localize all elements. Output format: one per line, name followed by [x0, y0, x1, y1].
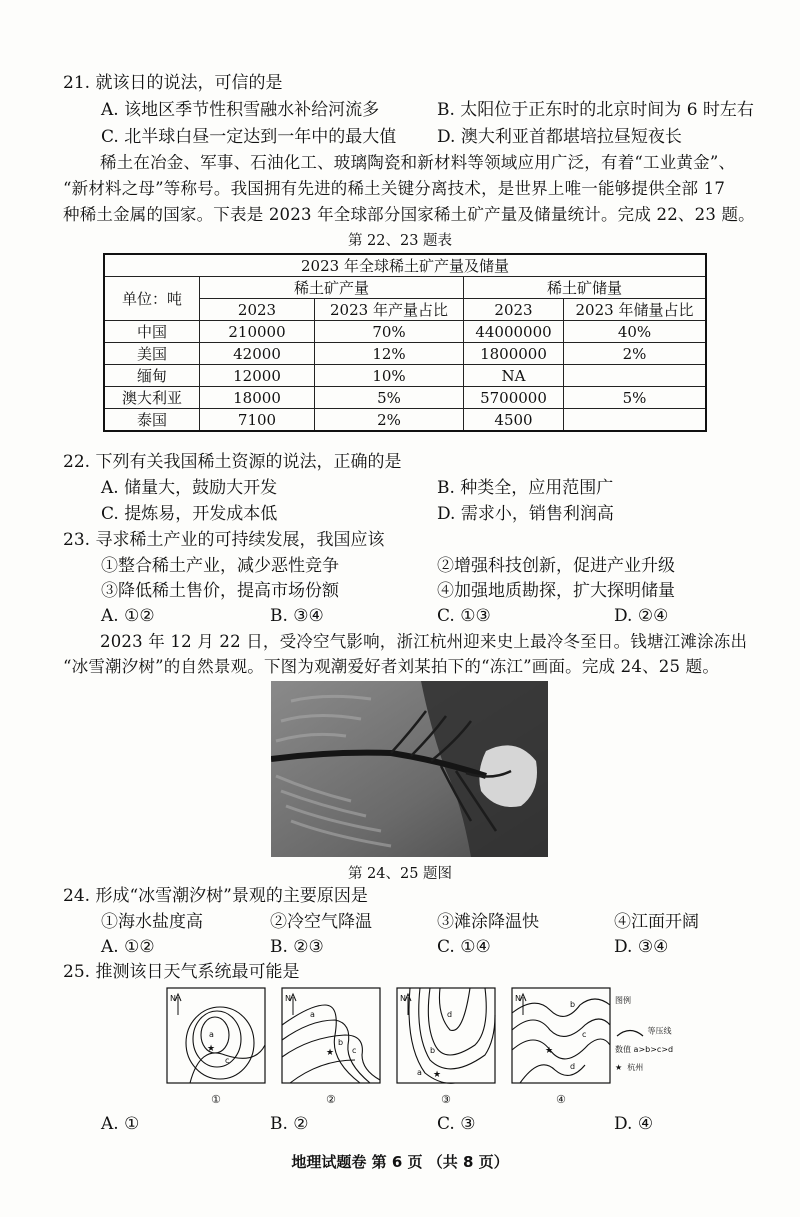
intro1-line3: 种稀土金属的国家。下表是 2023 年全球部分国家稀土矿产量及储量统计。完成 22、23 题。: [63, 205, 755, 224]
cell-res: 44000000: [464, 321, 564, 343]
contour-label-c: c: [582, 1030, 587, 1039]
table-caption: 第 22、23 题表: [347, 233, 453, 249]
table-row: [104, 365, 706, 387]
rare-earth-table: [103, 253, 707, 432]
q23-statement-2: ②增强科技创新，促进产业升级: [437, 556, 675, 576]
q22-option-a: A. 储量大，鼓励大开发: [101, 478, 278, 498]
q24-option-d: D. ③④: [614, 937, 669, 957]
north-arrow-label: N: [400, 994, 406, 1003]
isobar-legend-icon: [615, 1025, 645, 1037]
cell-res: 1800000: [464, 343, 564, 365]
legend-star-icon: ★: [615, 1062, 623, 1072]
table-group-production: 稀土矿产量: [200, 277, 464, 299]
q23-statement-1: ①整合稀土产业，减少恶性竞争: [101, 556, 339, 576]
cell-res: NA: [464, 365, 564, 387]
q23-statement-3: ③降低稀土售价，提高市场份额: [101, 581, 339, 601]
q21-option-a: A. 该地区季节性积雪融水补给河流多: [101, 100, 380, 120]
q25-stem: 25. 推测该日天气系统最可能是: [63, 962, 300, 982]
q23-statement-4: ④加强地质勘探，扩大探明储量: [437, 581, 675, 601]
cell-country: 缅甸: [104, 365, 200, 387]
page-footer: 地理试题卷 第 6 页 （共 8 页）: [291, 1153, 509, 1171]
contour-label-b: b: [338, 1038, 344, 1047]
photo-caption: 第 24、25 题图: [347, 866, 453, 882]
table-row: [104, 387, 706, 409]
cell-res: 5700000: [464, 387, 564, 409]
cell-country: 美国: [104, 343, 200, 365]
table-col-prod: 2023: [200, 299, 315, 321]
legend-city: 杭州: [627, 1062, 644, 1072]
q23-option-a: A. ①②: [101, 606, 155, 626]
cell-prod-pct: 12%: [315, 343, 464, 365]
cell-res: 4500: [464, 409, 564, 432]
contour-label-b: b: [430, 1046, 436, 1055]
q22-option-d: D. 需求小，销售利润高: [437, 504, 614, 524]
q23-option-d: D. ②④: [614, 606, 669, 626]
contour-label-a: a: [417, 1068, 422, 1077]
hangzhou-star-icon: ★: [326, 1048, 335, 1058]
table-title: 2023 年全球稀土矿产量及储量: [104, 254, 706, 277]
diagram-legend: [615, 995, 631, 1005]
cell-res-pct: [564, 409, 707, 432]
cell-res-pct: 5%: [564, 387, 707, 409]
cell-res-pct: 40%: [564, 321, 707, 343]
cell-prod-pct: 10%: [315, 365, 464, 387]
q24-statement-4: ④江面开阔: [614, 912, 699, 932]
cell-country: 泰国: [104, 409, 200, 432]
north-arrow-label: N: [285, 994, 291, 1003]
q21-stem: 21. 就该日的说法，可信的是: [63, 73, 283, 93]
legend-title: 图例: [615, 996, 631, 1005]
contour-label-c: c: [352, 1046, 357, 1055]
cell-prod: 12000: [200, 365, 315, 387]
contour-label-a: a: [209, 1030, 214, 1039]
table-group-reserves: 稀土矿储量: [464, 277, 707, 299]
contour-label-d: d: [447, 1010, 453, 1019]
table-row: [104, 409, 706, 432]
q24-statement-2: ②冷空气降温: [270, 912, 372, 932]
isobar-diagrams: [165, 985, 650, 1110]
legend-isobar: 等压线: [647, 1026, 672, 1036]
legend-values: 数值 a>b>c>d: [615, 1044, 674, 1054]
contour-label-d: d: [570, 1062, 576, 1071]
q24-option-c: C. ①④: [437, 937, 491, 957]
q23-option-c: C. ①③: [437, 606, 491, 626]
cell-res-pct: 2%: [564, 343, 707, 365]
cell-country: 中国: [104, 321, 200, 343]
q23-option-b: B. ③④: [270, 606, 324, 626]
q25-option-a: A. ①: [101, 1114, 140, 1134]
table-unit: 单位：吨: [104, 277, 200, 321]
cell-country: 澳大利亚: [104, 387, 200, 409]
q22-option-b: B. 种类全，应用范围广: [437, 478, 614, 498]
cell-prod-pct: 2%: [315, 409, 464, 432]
contour-label-b: b: [570, 1000, 576, 1009]
hangzhou-star-icon: ★: [545, 1046, 554, 1056]
q24-stem: 24. 形成“冰雪潮汐树”景观的主要原因是: [63, 886, 368, 906]
isobar-diagram-3: [397, 988, 495, 1083]
q25-option-b: B. ②: [270, 1114, 309, 1134]
cell-prod: 42000: [200, 343, 315, 365]
cell-prod-pct: 70%: [315, 321, 464, 343]
intro2-line2: “冰雪潮汐树”的自然景观。下图为观潮爱好者刘某拍下的“冻江”画面。完成 24、25 题。: [63, 657, 720, 676]
q24-option-b: B. ②③: [270, 937, 324, 957]
intro1-line2: “新材料之母”等称号。我国拥有先进的稀土关键分离技术，是世界上唯一能够提供全部 17: [63, 179, 726, 198]
q25-option-c: C. ③: [437, 1114, 476, 1134]
isobar-diagram-4: [512, 988, 610, 1083]
q25-option-d: D. ④: [614, 1114, 654, 1134]
contour-label-a: a: [310, 1010, 315, 1019]
cell-prod: 7100: [200, 409, 315, 432]
intro2-line1: 2023 年 12 月 22 日，受冷空气影响，浙江杭州迎来史上最冷冬至日。钱塘江滩涂冻出: [100, 632, 748, 651]
q21-option-c: C. 北半球白昼一定达到一年中的最大值: [101, 127, 397, 147]
q22-stem: 22. 下列有关我国稀土资源的说法，正确的是: [63, 452, 402, 472]
table-row: [104, 321, 706, 343]
table-row: [104, 343, 706, 365]
hangzhou-star-icon: ★: [207, 1044, 216, 1054]
diagram-label-2: ②: [326, 1093, 336, 1106]
isobar-diagram-2: [282, 988, 380, 1083]
diagram-label-3: ③: [441, 1093, 451, 1106]
q24-statement-3: ③滩涂降温快: [437, 912, 539, 932]
legend-box: [615, 1025, 705, 1074]
north-arrow-label: N: [515, 994, 521, 1003]
diagram-label-4: ④: [556, 1093, 566, 1106]
table-col-res: 2023: [464, 299, 564, 321]
q23-stem: 23. 寻求稀土产业的可持续发展，我国应该: [63, 530, 385, 550]
frozen-river-photo: [271, 681, 548, 857]
table-col-prod-pct: 2023 年产量占比: [315, 299, 464, 321]
diagram-label-1: ①: [211, 1093, 221, 1106]
cell-prod-pct: 5%: [315, 387, 464, 409]
q24-statement-1: ①海水盐度高: [101, 912, 203, 932]
cell-prod: 210000: [200, 321, 315, 343]
intro1-line1: 稀土在冶金、军事、石油化工、玻璃陶瓷和新材料等领域应用广泛，有着“工业黄金”、: [100, 153, 736, 172]
q22-option-c: C. 提炼易，开发成本低: [101, 504, 278, 524]
isobar-diagram-1: [167, 988, 265, 1083]
cell-prod: 18000: [200, 387, 315, 409]
q21-option-b: B. 太阳位于正东时的北京时间为 6 时左右: [437, 100, 754, 120]
table-col-res-pct: 2023 年储量占比: [564, 299, 707, 321]
hangzhou-star-icon: ★: [433, 1070, 442, 1080]
contour-label-c: c: [225, 1056, 230, 1065]
tidal-tree-image: [271, 681, 548, 857]
north-arrow-label: N: [170, 994, 176, 1003]
q24-option-a: A. ①②: [101, 937, 155, 957]
q21-option-d: D. 澳大利亚首都堪培拉昼短夜长: [437, 127, 682, 147]
cell-res-pct: [564, 365, 707, 387]
